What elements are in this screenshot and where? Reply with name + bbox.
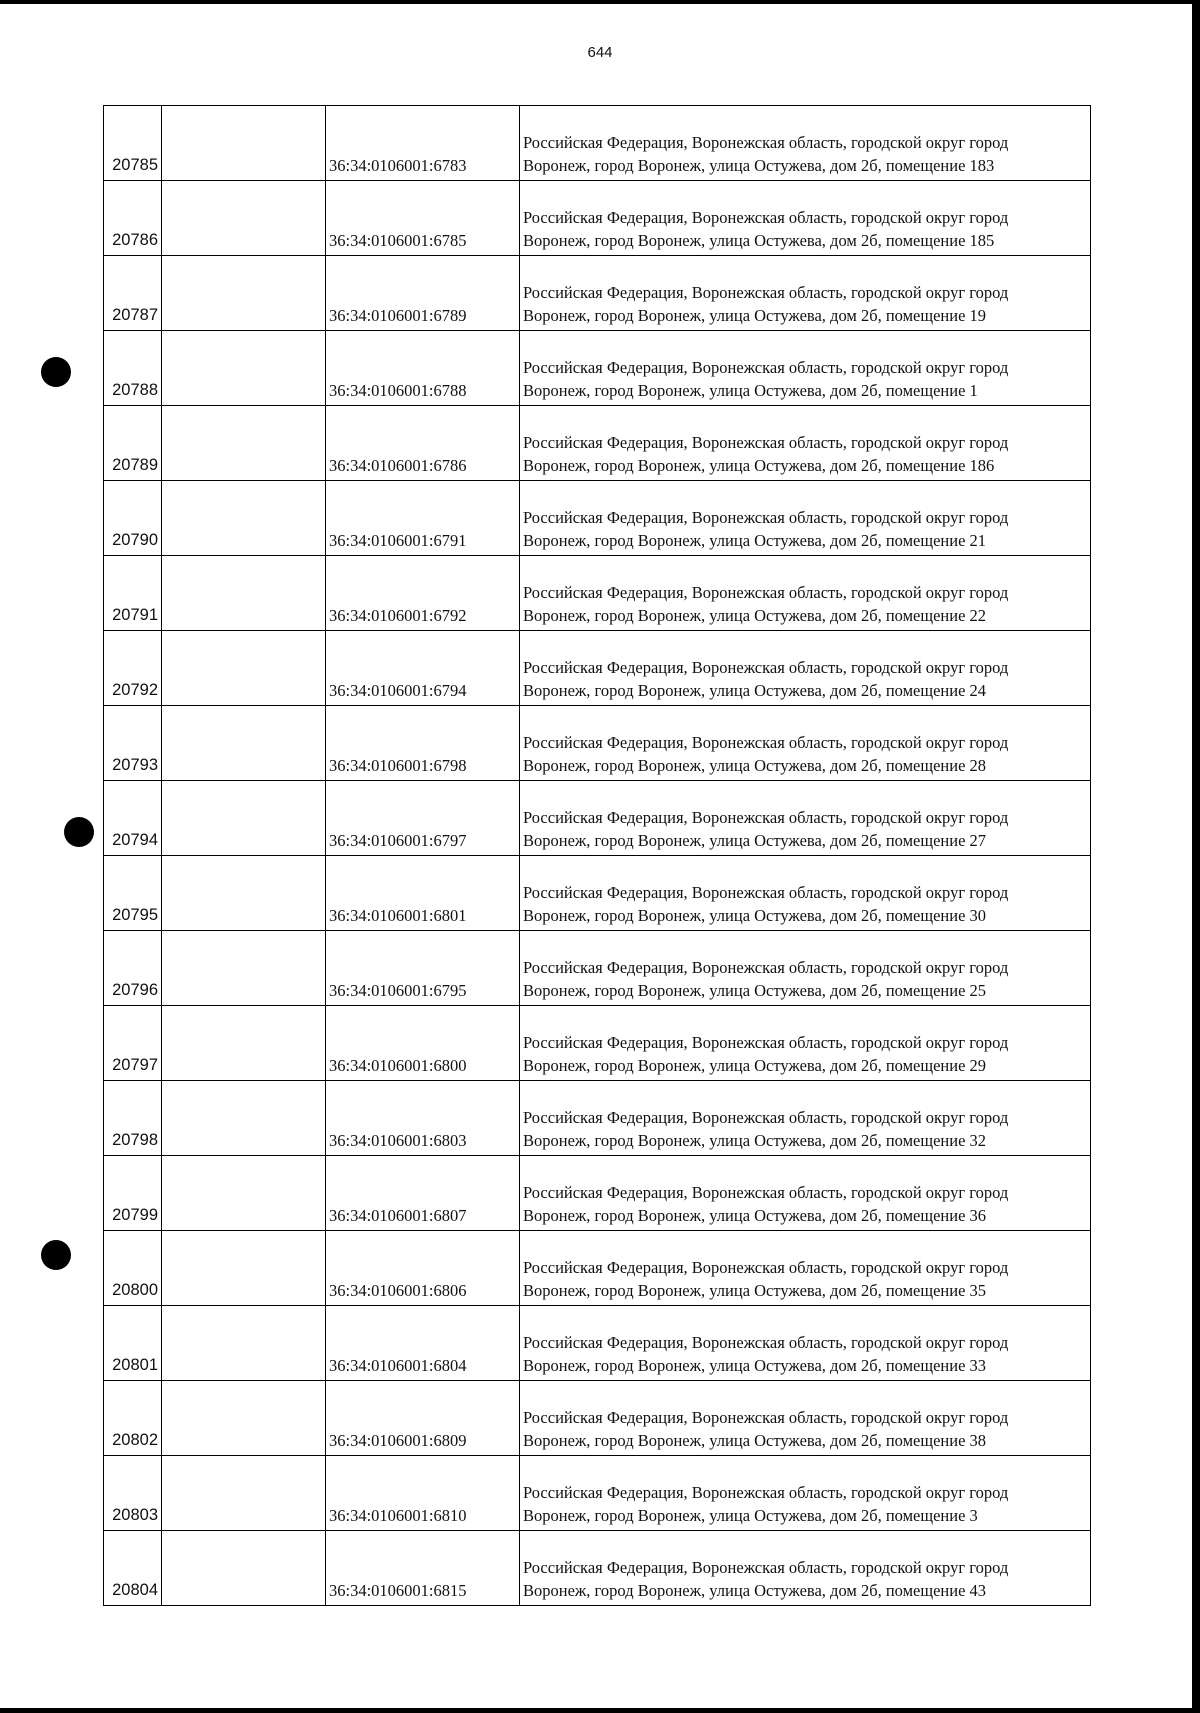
cadastral-number-cell: 36:34:0106001:6791 — [326, 481, 520, 556]
blank-cell — [162, 631, 326, 706]
address-cell — [520, 1156, 1091, 1231]
page-number: 644 — [587, 44, 613, 61]
address-line-1: Российская Федерация, Воронежская область, городской округ город — [523, 1483, 1009, 1502]
address-line-2: Воронеж, город Воронеж, улица Остужева, дом 2б, помещение 28 — [523, 756, 987, 775]
blank-cell — [162, 556, 326, 631]
address-line-2: Воронеж, город Воронеж, улица Остужева, дом 2б, помещение 24 — [523, 681, 987, 700]
address-line-1: Российская Федерация, Воронежская область, городской округ город — [523, 1333, 1009, 1352]
blank-cell — [162, 931, 326, 1006]
address-line-2: Воронеж, город Воронеж, улица Остужева, дом 2б, помещение 1 — [523, 381, 978, 400]
record-number-cell: 20785 — [104, 106, 162, 181]
punch-hole-3 — [41, 1240, 71, 1270]
blank-cell — [162, 1381, 326, 1456]
record-number-cell: 20791 — [104, 556, 162, 631]
cadastral-number-cell: 36:34:0106001:6795 — [326, 931, 520, 1006]
address-cell — [520, 106, 1091, 181]
address-line-2: Воронеж, город Воронеж, улица Остужева, дом 2б, помещение 36 — [523, 1206, 987, 1225]
record-number-cell: 20801 — [104, 1306, 162, 1381]
address-line-1: Российская Федерация, Воронежская область, городской округ город — [523, 358, 1009, 377]
address-line-1: Российская Федерация, Воронежская область, городской округ город — [523, 658, 1009, 677]
record-number-cell: 20795 — [104, 856, 162, 931]
cadastral-number-cell: 36:34:0106001:6783 — [326, 106, 520, 181]
table-row — [104, 931, 1091, 1006]
record-number-cell: 20790 — [104, 481, 162, 556]
address-cell — [520, 1456, 1091, 1531]
cadastral-number-cell: 36:34:0106001:6788 — [326, 331, 520, 406]
blank-cell — [162, 181, 326, 256]
blank-cell — [162, 856, 326, 931]
record-number-cell: 20800 — [104, 1231, 162, 1306]
table-row — [104, 256, 1091, 331]
address-cell — [520, 1531, 1091, 1606]
record-number-cell: 20799 — [104, 1156, 162, 1231]
table-row — [104, 706, 1091, 781]
blank-cell — [162, 1156, 326, 1231]
address-cell — [520, 1381, 1091, 1456]
cadastral-number-cell: 36:34:0106001:6809 — [326, 1381, 520, 1456]
address-line-1: Российская Федерация, Воронежская область, городской округ город — [523, 1183, 1009, 1202]
address-line-1: Российская Федерация, Воронежская область, городской округ город — [523, 1108, 1009, 1127]
address-cell — [520, 1081, 1091, 1156]
address-cell — [520, 781, 1091, 856]
punch-hole-2 — [64, 817, 94, 847]
address-line-1: Российская Федерация, Воронежская область, городской округ город — [523, 883, 1009, 902]
address-line-2: Воронеж, город Воронеж, улица Остужева, дом 2б, помещение 27 — [523, 831, 987, 850]
address-line-2: Воронеж, город Воронеж, улица Остужева, дом 2б, помещение 33 — [523, 1356, 987, 1375]
address-line-1: Российская Федерация, Воронежская область, городской округ город — [523, 283, 1009, 302]
address-cell — [520, 631, 1091, 706]
address-line-2: Воронеж, город Воронеж, улица Остужева, дом 2б, помещение 185 — [523, 231, 995, 250]
table-row — [104, 1306, 1091, 1381]
record-number-cell: 20803 — [104, 1456, 162, 1531]
address-line-1: Российская Федерация, Воронежская область, городской округ город — [523, 583, 1009, 602]
address-line-1: Российская Федерация, Воронежская область, городской округ город — [523, 808, 1009, 827]
address-cell — [520, 406, 1091, 481]
cadastral-number-cell: 36:34:0106001:6815 — [326, 1531, 520, 1606]
address-cell — [520, 481, 1091, 556]
address-cell — [520, 706, 1091, 781]
blank-cell — [162, 706, 326, 781]
table-row — [104, 1006, 1091, 1081]
blank-cell — [162, 1306, 326, 1381]
address-cell — [520, 1306, 1091, 1381]
cadastral-number-cell: 36:34:0106001:6797 — [326, 781, 520, 856]
cadastral-number-cell: 36:34:0106001:6803 — [326, 1081, 520, 1156]
record-number-cell: 20802 — [104, 1381, 162, 1456]
table-row — [104, 106, 1091, 181]
cadastral-number-cell: 36:34:0106001:6801 — [326, 856, 520, 931]
address-line-1: Российская Федерация, Воронежская область, городской округ город — [523, 208, 1009, 227]
record-number-cell: 20792 — [104, 631, 162, 706]
record-number-cell: 20796 — [104, 931, 162, 1006]
table-row — [104, 1381, 1091, 1456]
blank-cell — [162, 781, 326, 856]
address-line-2: Воронеж, город Воронеж, улица Остужева, дом 2б, помещение 19 — [523, 306, 987, 325]
cadastral-number-cell: 36:34:0106001:6798 — [326, 706, 520, 781]
table-row — [104, 556, 1091, 631]
address-cell — [520, 1231, 1091, 1306]
address-line-1: Российская Федерация, Воронежская область, городской округ город — [523, 1258, 1009, 1277]
address-cell — [520, 556, 1091, 631]
address-line-1: Российская Федерация, Воронежская область, городской округ город — [523, 133, 1009, 152]
address-line-2: Воронеж, город Воронеж, улица Остужева, дом 2б, помещение 43 — [523, 1581, 987, 1600]
address-line-2: Воронеж, город Воронеж, улица Остужева, дом 2б, помещение 30 — [523, 906, 987, 925]
table-row — [104, 481, 1091, 556]
cadastral-number-cell: 36:34:0106001:6807 — [326, 1156, 520, 1231]
cadastral-number-cell: 36:34:0106001:6794 — [326, 631, 520, 706]
address-line-2: Воронеж, город Воронеж, улица Остужева, дом 2б, помещение 21 — [523, 531, 987, 550]
blank-cell — [162, 1081, 326, 1156]
table-row — [104, 1231, 1091, 1306]
address-line-1: Российская Федерация, Воронежская область, городской округ город — [523, 1558, 1009, 1577]
address-line-2: Воронеж, город Воронеж, улица Остужева, дом 2б, помещение 32 — [523, 1131, 987, 1150]
table-row — [104, 331, 1091, 406]
table-row — [104, 1081, 1091, 1156]
address-line-2: Воронеж, город Воронеж, улица Остужева, дом 2б, помещение 183 — [523, 156, 995, 175]
address-line-2: Воронеж, город Воронеж, улица Остужева, дом 2б, помещение 25 — [523, 981, 987, 1000]
cadastral-number-cell: 36:34:0106001:6810 — [326, 1456, 520, 1531]
address-cell — [520, 856, 1091, 931]
address-line-1: Российская Федерация, Воронежская область, городской округ город — [523, 1408, 1009, 1427]
blank-cell — [162, 1531, 326, 1606]
blank-cell — [162, 1231, 326, 1306]
cadastral-number-cell: 36:34:0106001:6786 — [326, 406, 520, 481]
table-row — [104, 181, 1091, 256]
address-line-1: Российская Федерация, Воронежская область, городской округ город — [523, 958, 1009, 977]
record-number-cell: 20793 — [104, 706, 162, 781]
record-number-cell: 20787 — [104, 256, 162, 331]
cadastral-number-cell: 36:34:0106001:6792 — [326, 556, 520, 631]
record-number-cell: 20797 — [104, 1006, 162, 1081]
address-line-1: Российская Федерация, Воронежская область, городской округ город — [523, 433, 1009, 452]
address-line-1: Российская Федерация, Воронежская область, городской округ город — [523, 1033, 1009, 1052]
address-cell — [520, 181, 1091, 256]
record-number-cell: 20786 — [104, 181, 162, 256]
address-line-2: Воронеж, город Воронеж, улица Остужева, дом 2б, помещение 22 — [523, 606, 987, 625]
blank-cell — [162, 106, 326, 181]
address-cell — [520, 931, 1091, 1006]
address-line-2: Воронеж, город Воронеж, улица Остужева, дом 2б, помещение 29 — [523, 1056, 987, 1075]
address-cell — [520, 331, 1091, 406]
table-row — [104, 406, 1091, 481]
record-number-cell: 20804 — [104, 1531, 162, 1606]
table-row — [104, 1531, 1091, 1606]
cadastral-number-cell: 36:34:0106001:6806 — [326, 1231, 520, 1306]
blank-cell — [162, 1006, 326, 1081]
table-row — [104, 631, 1091, 706]
blank-cell — [162, 406, 326, 481]
address-cell — [520, 1006, 1091, 1081]
address-line-1: Российская Федерация, Воронежская область, городской округ город — [523, 733, 1009, 752]
address-cell — [520, 256, 1091, 331]
table-row — [104, 781, 1091, 856]
table-row — [104, 856, 1091, 931]
cadastral-number-cell: 36:34:0106001:6789 — [326, 256, 520, 331]
cadastral-number-cell: 36:34:0106001:6785 — [326, 181, 520, 256]
address-line-2: Воронеж, город Воронеж, улица Остужева, дом 2б, помещение 3 — [523, 1506, 978, 1525]
record-number-cell: 20794 — [104, 781, 162, 856]
cadastral-number-cell: 36:34:0106001:6804 — [326, 1306, 520, 1381]
record-number-cell: 20798 — [104, 1081, 162, 1156]
blank-cell — [162, 1456, 326, 1531]
blank-cell — [162, 481, 326, 556]
cadastral-number-cell: 36:34:0106001:6800 — [326, 1006, 520, 1081]
address-line-2: Воронеж, город Воронеж, улица Остужева, дом 2б, помещение 186 — [523, 456, 995, 475]
record-number-cell: 20789 — [104, 406, 162, 481]
registry-table — [103, 105, 1091, 1606]
table-row — [104, 1456, 1091, 1531]
blank-cell — [162, 256, 326, 331]
punch-hole-1 — [41, 357, 71, 387]
address-line-1: Российская Федерация, Воронежская область, городской округ город — [523, 508, 1009, 527]
record-number-cell: 20788 — [104, 331, 162, 406]
address-line-2: Воронеж, город Воронеж, улица Остужева, дом 2б, помещение 38 — [523, 1431, 987, 1450]
table-row — [104, 1156, 1091, 1231]
address-line-2: Воронеж, город Воронеж, улица Остужева, дом 2б, помещение 35 — [523, 1281, 987, 1300]
registry-table-body — [104, 106, 1091, 1606]
blank-cell — [162, 331, 326, 406]
